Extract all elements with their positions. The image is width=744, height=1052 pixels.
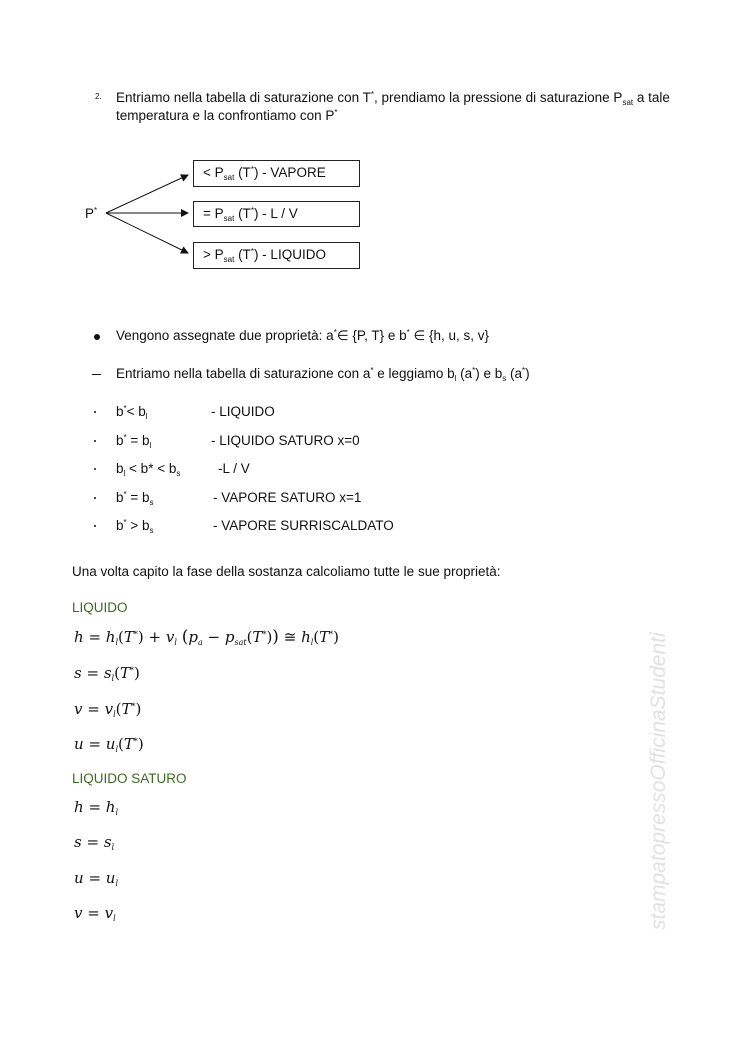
condition-3-result: -L / V: [218, 461, 250, 476]
step-text-line-2: temperatura e la confrontiamo con P*: [116, 108, 338, 123]
equation-v-saturo: $v = v_l$: [74, 904, 116, 923]
diagram-arrows: [0, 0, 744, 300]
condition-2-result: - LIQUIDO SATURO x=0: [211, 433, 360, 448]
condition-2: $b^* = b_l$: [116, 433, 152, 450]
small-dot-icon: [94, 440, 96, 442]
box-liquido: > $P_{sat}$ (T*) - LIQUIDO: [193, 242, 360, 269]
condition-5-result: - VAPORE SURRISCALDATO: [213, 518, 394, 533]
box-vapore: < $P_{sat}$ (T*) - VAPORE: [193, 160, 360, 187]
bullet-text-1: Vengono assegnate due proprietà: a*∈ {P, T} e b* ∈ {h, u, s, v}: [116, 328, 490, 343]
step-number: 2.: [95, 92, 102, 101]
equation-h-saturo: $h = h_l$: [74, 798, 119, 817]
dash-icon: [92, 374, 101, 375]
section-title-liquido-saturo: LIQUIDO SATURO: [72, 771, 187, 786]
equation-v-liquido: $v = v_l(T^*)$: [74, 700, 142, 719]
small-dot-icon: [94, 468, 96, 470]
arrow-down: [106, 213, 188, 253]
small-dot-icon: [94, 411, 96, 413]
watermark: stampatopressoOfficinaStudenti: [647, 632, 670, 930]
diagram-source-label: P*: [85, 206, 98, 221]
arrow-up: [106, 175, 188, 213]
equation-u-liquido: $u = u_l(T^*)$: [74, 735, 144, 754]
condition-4: $b^* = b_s$: [116, 490, 154, 507]
box-lv: = $P_{sat}$ (T*) - L / V: [193, 201, 360, 227]
equation-h-liquido: $h = h_l(T^*) + v_l$ $(p_a - p_{sat}(T^*))$ ≅ $h_l(T^*)$: [74, 627, 340, 647]
condition-1: $b^*< b_l$: [116, 404, 148, 421]
bullet-icon: [94, 334, 100, 340]
section-title-liquido: LIQUIDO: [72, 600, 128, 615]
small-dot-icon: [94, 525, 96, 527]
condition-1-result: - LIQUIDO: [211, 404, 275, 419]
step-text-line-1: Entriamo nella tabella di saturazione con T*, prendiamo la pressione di saturazione $P_{sat}$ a tale: [116, 90, 670, 107]
small-dot-icon: [94, 497, 96, 499]
equation-s-liquido: $s = s_l(T^*)$: [74, 664, 140, 683]
bullet-text-2: Entriamo nella tabella di saturazione con a* e leggiamo $b_l$ (a*) e $b_s$ (a*): [116, 366, 530, 383]
condition-3: $b_l < b* < b_s$: [116, 461, 181, 478]
condition-4-result: - VAPORE SATURO x=1: [213, 490, 362, 505]
intro-text: Una volta capito la fase della sostanza calcoliamo tutte le sue proprietà:: [72, 564, 501, 579]
equation-u-saturo: $u = u_l$: [74, 869, 119, 888]
condition-5: $b^* > b_s$: [116, 518, 154, 535]
equation-s-saturo: $s = s_l$: [74, 833, 115, 852]
